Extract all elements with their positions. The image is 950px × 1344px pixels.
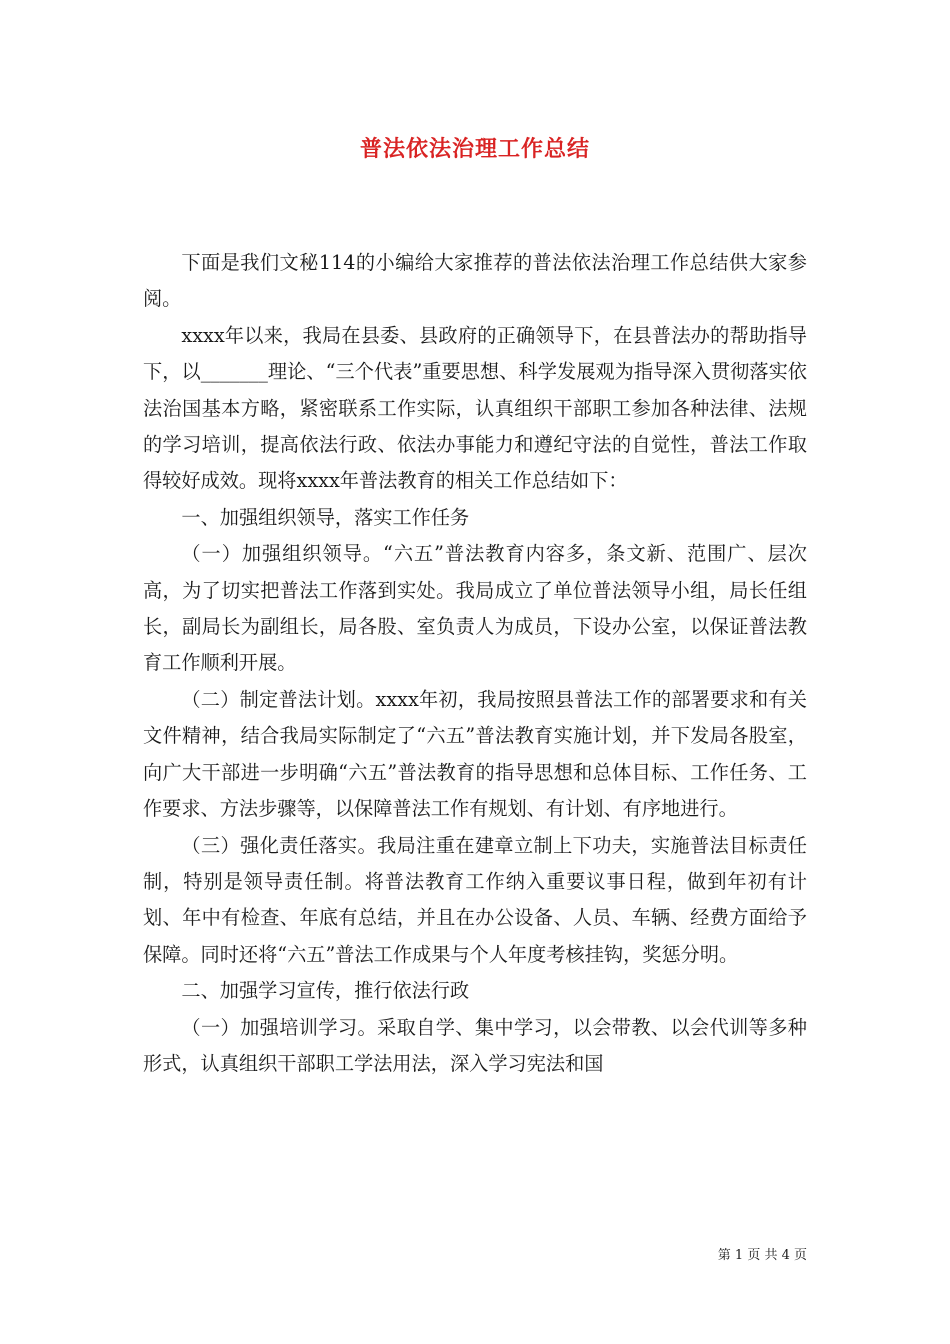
section-heading-1: 一、加强组织领导，落实工作任务 bbox=[181, 505, 470, 529]
section-heading-2: 二、加强学习宣传，推行依法行政 bbox=[181, 979, 470, 1003]
paragraph-1-3: （三）强化责任落实。我局注重在建章立制上下功夫，实施普法目标责任制，特别是领导责任制。将普法教育工作纳入重要议事日程，做到年初有计划、年中有检查、年底有总结，并且在办公设备、人员、车辆、经费方面给予保障。同时还将“六五”普法工作成果与个人年度考核挂钩，奖惩分明。 bbox=[143, 833, 807, 966]
paragraph-overview: xxxx年以来，我局在县委、县政府的正确领导下，在县普法办的帮助指导下，以_______理论、“三个代表”重要思想、科学发展观为指导深入贯彻落实依法治国基本方略，紧密联系工作实际，认真组织干部职工参加各种法律、法规的学习培训，提高依法行政、依法办事能力和遵纪守法的自觉性，普法工作取得较好成效。现将xxxx年普法教育的相关工作总结如下： bbox=[143, 323, 807, 493]
paragraph-2-1: （一）加强培训学习。采取自学、集中学习，以会带教、以会代训等多种形式，认真组织干部职工学法用法，深入学习宪法和国 bbox=[143, 1015, 807, 1075]
document-body bbox=[143, 245, 807, 1082]
page-number-footer: 第 1 页 共 4 页 bbox=[717, 1248, 807, 1263]
paragraph-1-2: （二）制定普法计划。xxxx年初，我局按照县普法工作的部署要求和有关文件精神，结合我局实际制定了“六五”普法教育实施计划，并下发局各股室，向广大干部进一步明确“六五”普法教育的指导思想和总体目标、工作任务、工作要求、方法步骤等，以保障普法工作有规划、有计划、有序地进行。 bbox=[143, 687, 807, 821]
paragraph-1-1: （一）加强组织领导。“六五”普法教育内容多，条文新、范围广、层次高，为了切实把普法工作落到实处。我局成立了单位普法领导小组，局长任组长，副局长为副组长，局各股、室负责人为成员，下设办公室，以保证普法教育工作顺利开展。 bbox=[143, 542, 807, 675]
document-title: 普法依法治理工作总结 bbox=[359, 136, 590, 162]
paragraph-intro: 下面是我们文秘114的小编给大家推荐的普法依法治理工作总结供大家参阅。 bbox=[143, 251, 807, 311]
